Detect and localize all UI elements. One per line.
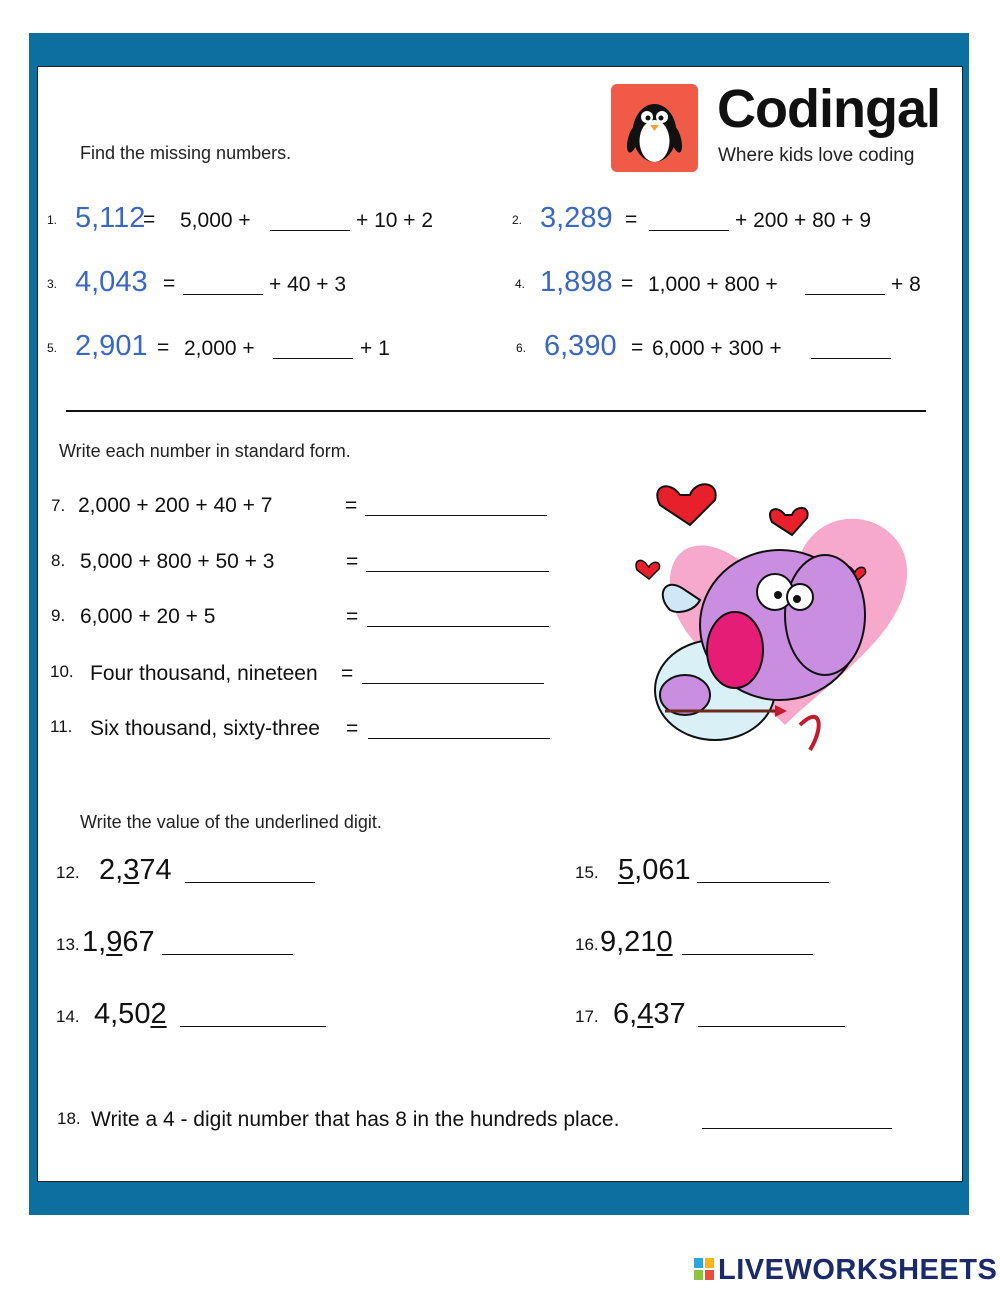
digit-pre: 1, <box>82 926 107 958</box>
item-number: 7. <box>51 496 66 515</box>
answer-blank[interactable] <box>273 357 353 359</box>
underlined-number <box>600 926 673 959</box>
digit-pre: 6, <box>613 998 638 1030</box>
equals-sign: = <box>341 662 354 685</box>
equals-sign: = <box>621 272 634 295</box>
item-number: 11. <box>50 717 73 736</box>
expression-left: 2,000 + <box>184 337 255 360</box>
digit-post: 74 <box>139 854 172 886</box>
equals-sign: = <box>631 336 644 359</box>
underlined-digit: 4 <box>637 998 654 1030</box>
digit-post: 37 <box>653 998 686 1030</box>
item-number: 5. <box>47 341 58 355</box>
underlined-number <box>94 998 167 1031</box>
answer-blank[interactable] <box>682 953 813 955</box>
expression-right: + 1 <box>360 337 390 360</box>
expression-left: 5,000 + <box>180 209 251 232</box>
item-number: 6. <box>516 341 527 355</box>
item-number: 3. <box>47 277 58 291</box>
section2-instruction: Write each number in standard form. <box>59 441 351 461</box>
item-number: 9. <box>51 606 66 625</box>
cupid-elephant-illustration <box>625 475 915 770</box>
expression: Six thousand, sixty-three <box>90 717 320 740</box>
expression-right: + 40 + 3 <box>269 273 347 296</box>
digit-post: 67 <box>122 926 155 958</box>
item-number: 12. <box>56 863 80 882</box>
item-number: 15. <box>575 863 599 882</box>
expression: 6,000 + 20 + 5 <box>80 605 216 628</box>
underlined-number <box>618 854 691 887</box>
answer-blank[interactable] <box>183 293 263 295</box>
answer-blank[interactable] <box>365 514 547 516</box>
underlined-number <box>613 998 686 1031</box>
target-number: 3,289 <box>540 202 613 234</box>
liveworksheets-icon <box>694 1258 714 1280</box>
liveworksheets-logo[interactable]: LIVEWORKSHEETS <box>718 1254 998 1286</box>
underlined-digit: 5 <box>618 854 635 886</box>
item-number: 18. <box>57 1109 81 1128</box>
item-number: 8. <box>51 551 66 570</box>
digit-pre: 9,21 <box>600 926 657 958</box>
target-number: 2,901 <box>75 330 148 362</box>
expression: 2,000 + 200 + 40 + 7 <box>78 494 273 517</box>
equals-sign: = <box>346 717 359 740</box>
answer-blank[interactable] <box>180 1025 326 1027</box>
item-number: 4. <box>515 277 526 291</box>
item-number: 2. <box>512 213 523 227</box>
question18-text: Write a 4 - digit number that has 8 in the hundreds place. <box>91 1108 620 1131</box>
item-number: 10. <box>50 662 74 681</box>
answer-blank[interactable] <box>811 357 891 359</box>
expression-right: + 8 <box>891 273 921 296</box>
section1-instruction: Find the missing numbers. <box>80 143 292 163</box>
section3-instruction: Write the value of the underlined digit. <box>80 812 382 832</box>
underlined-number <box>99 854 172 887</box>
target-number: 4,043 <box>75 266 148 298</box>
underlined-digit: 0 <box>656 926 673 958</box>
underlined-digit: 3 <box>123 854 140 886</box>
answer-blank[interactable] <box>362 682 544 684</box>
target-number: 6,390 <box>544 330 617 362</box>
item-number: 14. <box>56 1007 80 1026</box>
answer-blank[interactable] <box>805 293 885 295</box>
answer-blank[interactable] <box>366 570 549 572</box>
answer-blank[interactable] <box>162 953 293 955</box>
equals-sign: = <box>163 272 176 295</box>
equals-sign: = <box>143 208 156 231</box>
expression-right: + 200 + 80 + 9 <box>735 209 872 232</box>
answer-blank[interactable] <box>368 737 550 739</box>
expression: 5,000 + 800 + 50 + 3 <box>80 550 275 573</box>
digit-pre: 4,50 <box>94 998 151 1030</box>
underlined-number <box>82 926 155 959</box>
equals-sign: = <box>346 550 359 573</box>
equals-sign: = <box>157 336 170 359</box>
item-number: 17. <box>575 1007 599 1026</box>
item-number: 13. <box>56 935 80 954</box>
penguin-icon <box>611 84 698 172</box>
expression-right: + 10 + 2 <box>356 209 434 232</box>
answer-blank[interactable] <box>649 229 729 231</box>
equals-sign: = <box>346 605 359 628</box>
digit-post: ,061 <box>634 854 691 886</box>
answer-blank[interactable] <box>367 625 549 627</box>
answer-blank[interactable] <box>697 881 829 883</box>
answer-blank[interactable] <box>698 1025 845 1027</box>
target-number: 1,898 <box>540 266 613 298</box>
answer-blank[interactable] <box>270 229 350 231</box>
section-divider <box>66 410 926 412</box>
equals-sign: = <box>345 494 358 517</box>
underlined-digit: 9 <box>106 926 123 958</box>
answer-blank[interactable] <box>702 1127 892 1129</box>
expression: Four thousand, nineteen <box>90 662 318 685</box>
digit-pre: 2, <box>99 854 124 886</box>
item-number: 1. <box>47 213 58 227</box>
brand-name: Codingal <box>717 79 940 139</box>
expression-left: 1,000 + 800 + <box>648 273 778 296</box>
brand-tagline: Where kids love coding <box>718 145 915 166</box>
equals-sign: = <box>625 208 638 231</box>
item-number: 16. <box>575 935 599 954</box>
underlined-digit: 2 <box>150 998 167 1030</box>
expression-left: 6,000 + 300 + <box>652 337 782 360</box>
target-number: 5,112 <box>75 202 146 234</box>
answer-blank[interactable] <box>185 881 315 883</box>
